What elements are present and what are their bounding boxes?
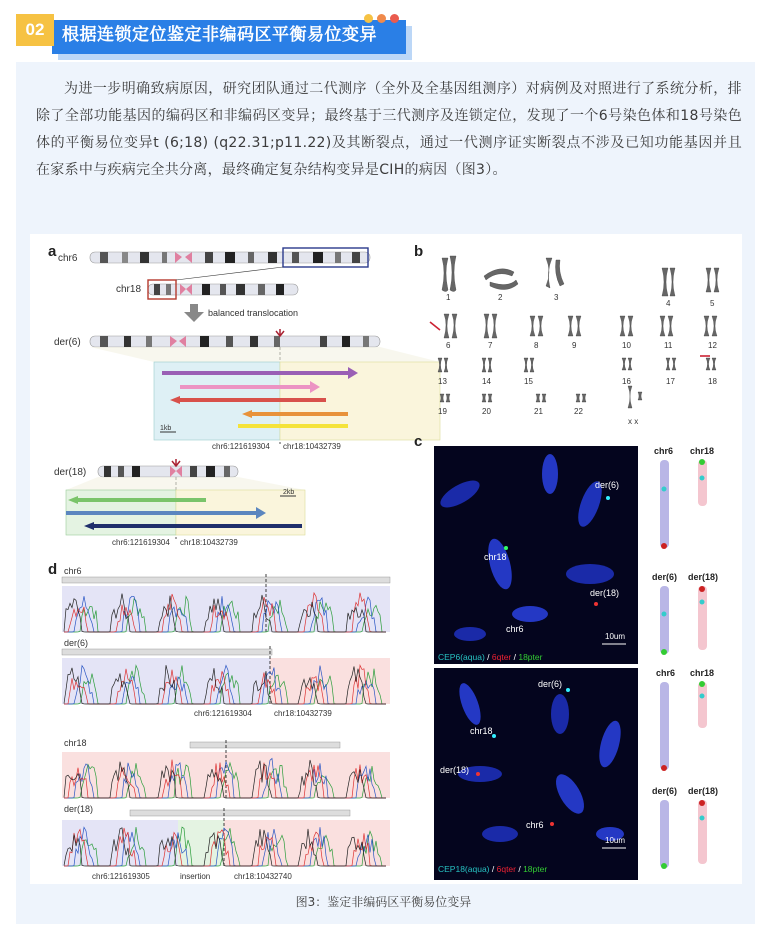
d-bp2-mid: insertion <box>180 872 211 881</box>
figure-3 <box>30 234 742 884</box>
svg-text:3: 3 <box>554 293 559 302</box>
d-chr18-label: chr18 <box>64 738 87 748</box>
svg-text:5: 5 <box>710 299 715 308</box>
c-top-der6: der(6) <box>595 480 620 490</box>
svg-text:18: 18 <box>708 377 717 386</box>
svg-text:chr18: chr18 <box>690 446 715 456</box>
section-number-badge: 02 <box>16 14 54 46</box>
a-der6-label: der(6) <box>54 337 81 348</box>
svg-text:2: 2 <box>498 293 503 302</box>
karyotype <box>438 256 719 408</box>
svg-text:chr6: chr6 <box>654 446 674 456</box>
translocation-label: balanced translocation <box>208 308 299 318</box>
svg-text:der(6): der(6) <box>652 572 678 582</box>
svg-text:19: 19 <box>438 407 447 416</box>
svg-text:10: 10 <box>622 341 631 350</box>
d-der18-label: der(18) <box>64 804 94 814</box>
c-top-chr18: chr18 <box>484 552 507 562</box>
a-chr18-label: chr18 <box>116 284 142 295</box>
svg-text:21: 21 <box>534 407 543 416</box>
decorative-dots <box>364 14 399 23</box>
c-bot-chr18: chr18 <box>470 726 493 736</box>
figure-graphic <box>30 234 742 884</box>
a-der18-label: der(18) <box>54 467 87 478</box>
svg-text:6: 6 <box>446 341 451 350</box>
d-der6-label: der(6) <box>64 638 89 648</box>
a-chr6-label: chr6 <box>58 253 78 264</box>
d-bp1-left: chr6:121619304 <box>194 709 252 718</box>
svg-text:chr6: chr6 <box>656 668 676 678</box>
der18-ideogram <box>98 466 238 477</box>
d-trace2-bg-left <box>62 658 270 704</box>
chr18-ideogram <box>148 280 298 299</box>
arrow-chr6 <box>430 322 440 330</box>
body-paragraph: 为进一步明确致病原因，研究团队通过二代测序（全外及全基因组测序）对病例及对照进行了系统分析，排除了全部功能基因的编码区和非编码区变异；最终基于三代测序及连锁定位，发现了一个6号染色体和18号染色体的平衡易位变异t (6;18) (q22.31;p11.22)及其断裂点，通过一代测序证实断裂点不涉及已知功能基因并且在家系中与疾病完全共分离，最终确定复杂结构变异是CIH的病因（图3）。 <box>36 81 742 178</box>
svg-text:9: 9 <box>572 341 577 350</box>
panel-d-label: d <box>48 561 58 578</box>
c-schematic-bottom <box>660 681 707 869</box>
svg-text:12: 12 <box>708 341 717 350</box>
svg-text:chr18: chr18 <box>690 668 715 678</box>
c-top-scale: 10um <box>605 632 626 641</box>
c-bot-chr6: chr6 <box>526 820 544 830</box>
svg-text:22: 22 <box>574 407 583 416</box>
panel-b-label: b <box>414 243 424 260</box>
svg-text:der(18): der(18) <box>688 572 719 582</box>
c-bot-der6: der(6) <box>538 679 563 689</box>
d-bp2-left: chr6:121619305 <box>92 872 150 881</box>
svg-text:4: 4 <box>666 299 671 308</box>
der6-ideogram <box>90 336 380 347</box>
section-title: 根据连锁定位鉴定非编码区平衡易位变异 <box>62 25 377 45</box>
c-bot-scale: 10um <box>605 836 626 845</box>
c-bot-der18: der(18) <box>440 765 470 775</box>
a-bp-left: chr6:121619304 <box>212 442 270 451</box>
svg-text:der(6): der(6) <box>652 786 678 796</box>
a-bp-right: chr18:10432739 <box>283 442 341 451</box>
svg-text:x x: x x <box>628 417 639 426</box>
scale-2kb: 2kb <box>283 489 295 496</box>
svg-text:1: 1 <box>446 293 451 302</box>
c-top-legend: CEP6(aqua) / 6qter / 18pter <box>438 652 543 662</box>
svg-text:16: 16 <box>622 377 631 386</box>
svg-text:15: 15 <box>524 377 533 386</box>
c-top-der18: der(18) <box>590 588 620 598</box>
svg-text:20: 20 <box>482 407 491 416</box>
a-bp-left2: chr6:121619304 <box>112 538 170 547</box>
d-bp2-right: chr18:10432740 <box>234 872 292 881</box>
c-schematic-top <box>660 459 707 655</box>
d-trace2-bg-right <box>270 658 390 704</box>
svg-text:der(18): der(18) <box>688 786 719 796</box>
panel-a-label: a <box>48 243 57 260</box>
chr6-ideogram <box>90 248 370 267</box>
figure-caption: 图3：鉴定非编码区平衡易位变异 <box>295 895 472 909</box>
svg-text:13: 13 <box>438 377 447 386</box>
scale-1kb: 1kb <box>160 425 172 432</box>
a-bp-right2: chr18:10432739 <box>180 538 238 547</box>
panel-c-label: c <box>414 433 423 450</box>
d-chr6-label: chr6 <box>64 566 82 576</box>
c-top-chr6: chr6 <box>506 624 524 634</box>
svg-text:17: 17 <box>666 377 675 386</box>
svg-text:8: 8 <box>534 341 539 350</box>
d-bp1-right: chr18:10432739 <box>274 709 332 718</box>
c-bot-legend: CEP18(aqua) / 6qter / 18pter <box>438 864 548 874</box>
svg-text:7: 7 <box>488 341 493 350</box>
svg-text:11: 11 <box>664 341 673 350</box>
svg-text:14: 14 <box>482 377 491 386</box>
